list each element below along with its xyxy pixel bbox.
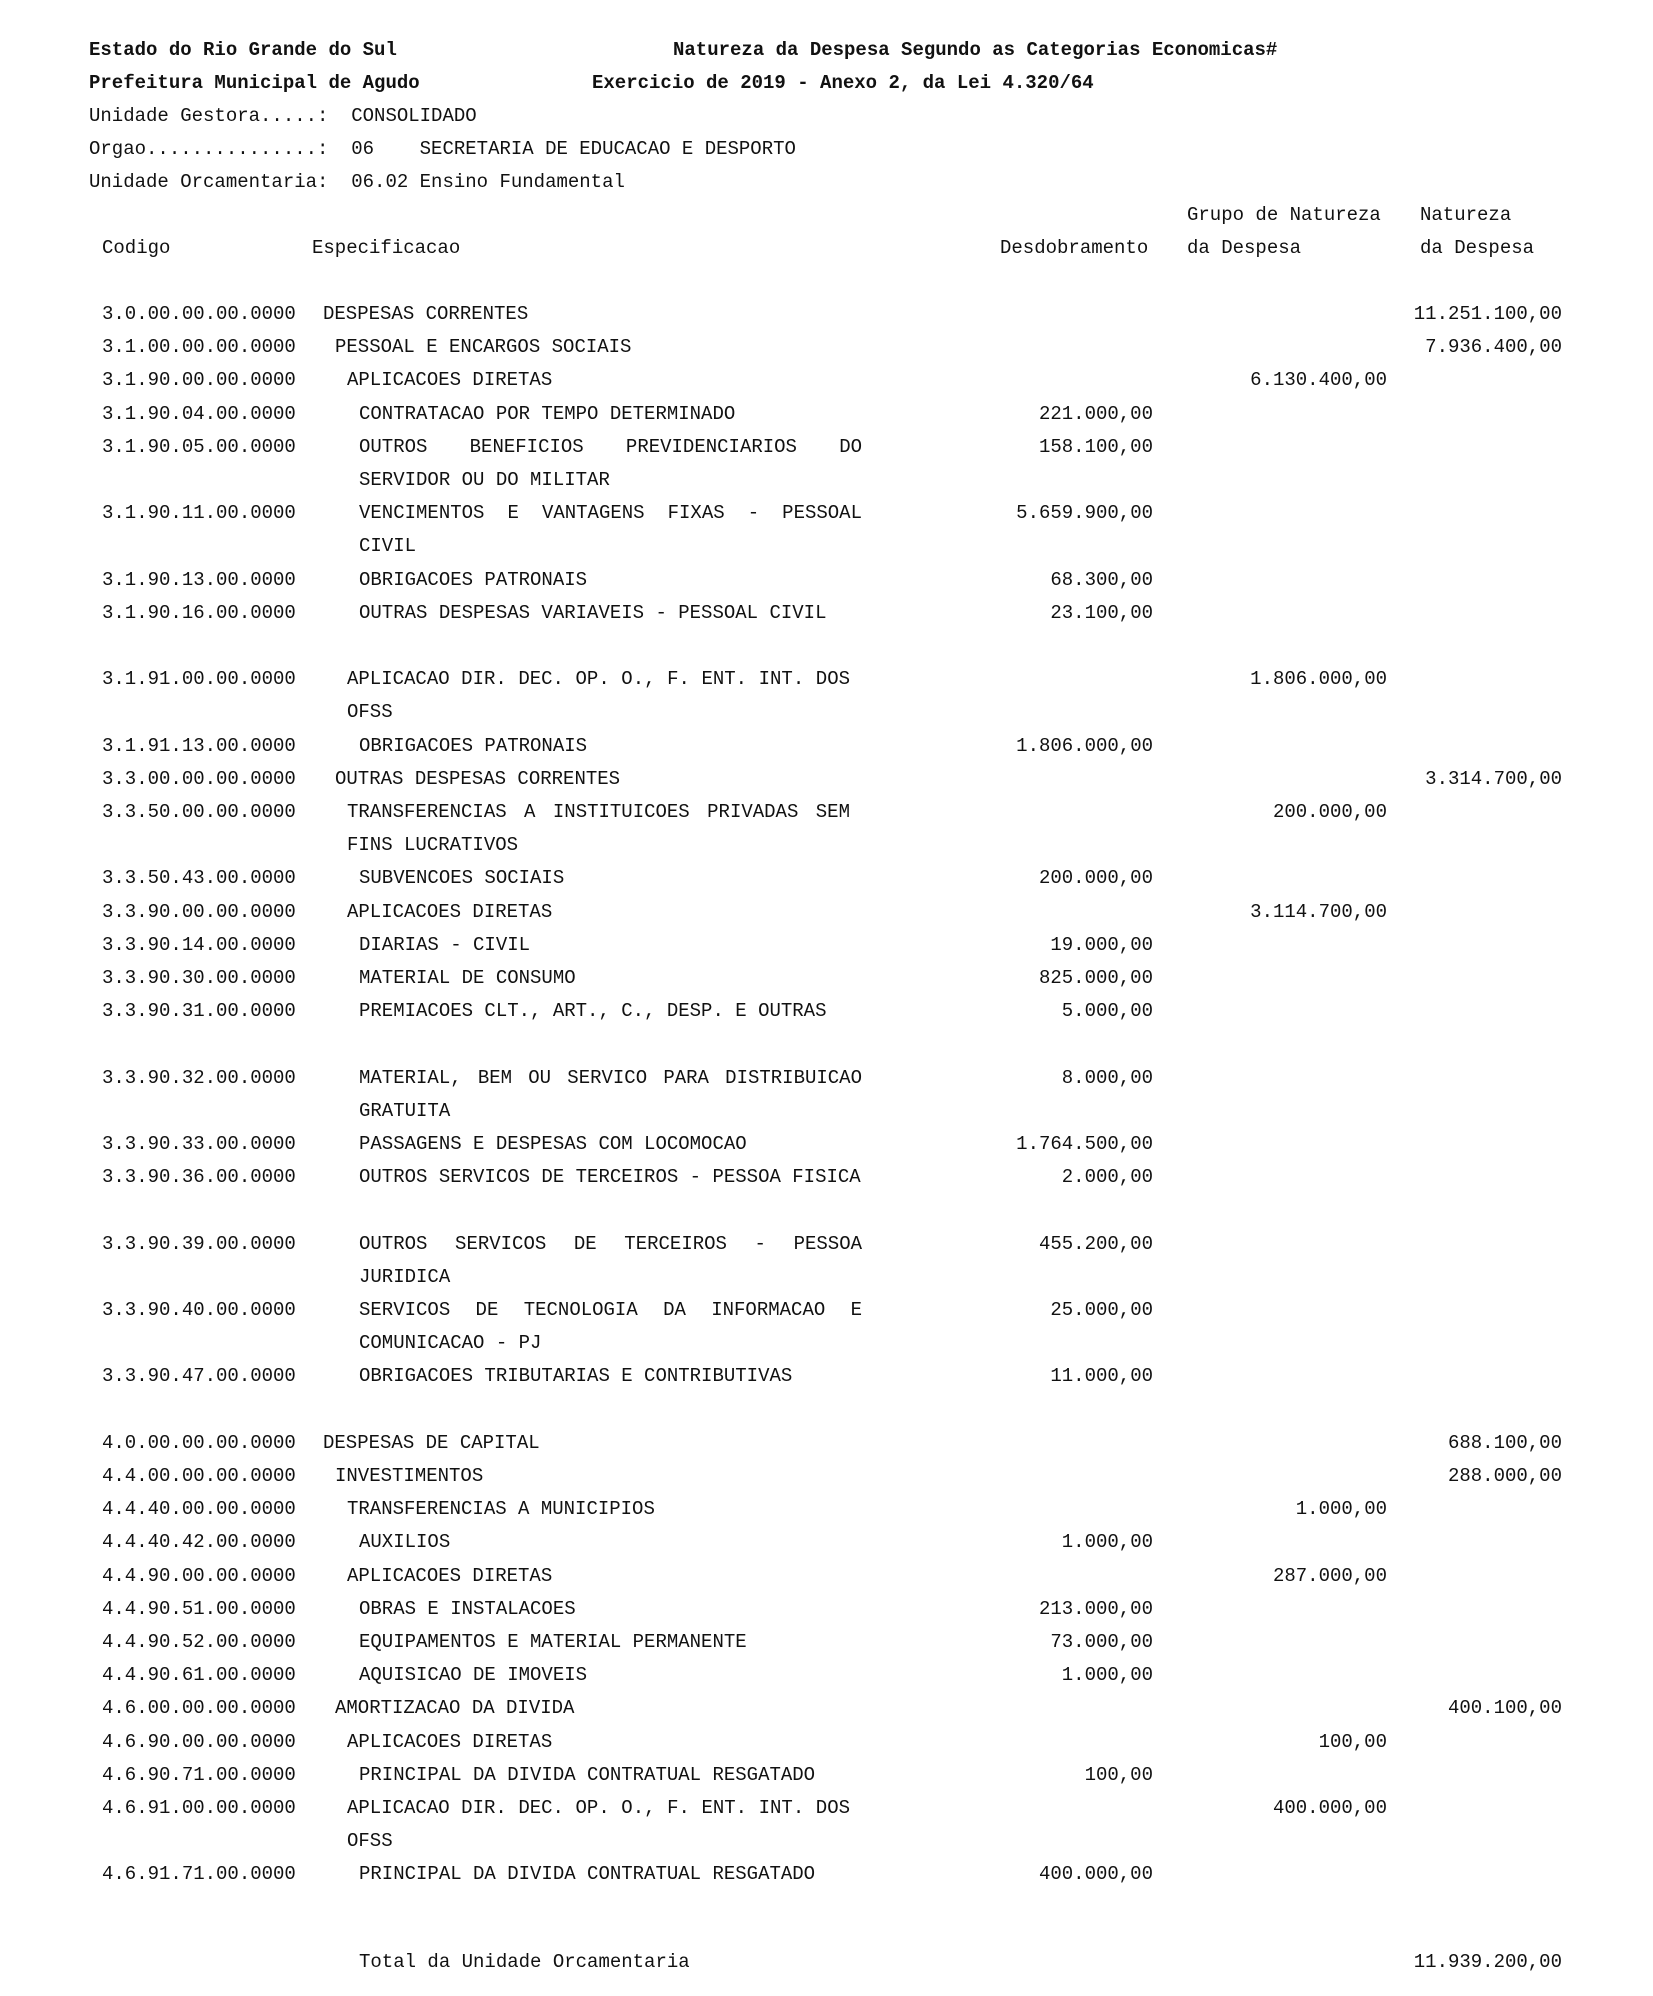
row-grupo: 200.000,00 bbox=[1272, 801, 1387, 823]
row-code: 4.0.00.00.00.0000 bbox=[102, 1431, 296, 1454]
unidade-orcamentaria: Unidade Orcamentaria: 06.02 Ensino Fundamental bbox=[89, 171, 625, 193]
row-description: TRANSFERENCIAS A INSTITUICOES PRIVADAS SEM FINS LUCRATIVOS bbox=[347, 801, 850, 856]
row-code: 3.1.90.16.00.0000 bbox=[102, 601, 296, 624]
row-desdobramento: 200.000,00 bbox=[1038, 867, 1153, 890]
row-code: 3.3.90.14.00.0000 bbox=[102, 933, 296, 956]
row-description: PREMIACOES CLT., ART., C., DESP. E OUTRAS bbox=[359, 1000, 827, 1023]
row-desdobramento: 25.000,00 bbox=[1050, 1299, 1153, 1321]
row-code: 4.4.40.00.00.0000 bbox=[102, 1498, 296, 1521]
row-desdobramento: 5.659.900,00 bbox=[1016, 502, 1153, 525]
row-code: 3.3.90.39.00.0000 bbox=[102, 1232, 296, 1255]
row-description: APLICACOES DIRETAS bbox=[347, 1730, 553, 1753]
row-description: APLICACAO DIR. DEC. OP. O., F. ENT. INT. DOS OFSS bbox=[347, 668, 850, 724]
row-desdobramento: 100,00 bbox=[1084, 1763, 1153, 1786]
total-label: Total da Unidade Orcamentaria bbox=[359, 1951, 690, 1973]
row-natureza: 288.000,00 bbox=[1447, 1465, 1562, 1487]
row-description: PASSAGENS E DESPESAS COM LOCOMOCAO bbox=[359, 1133, 747, 1155]
row-code: 3.3.90.31.00.0000 bbox=[102, 1000, 296, 1023]
municipality-name: Prefeitura Municipal de Agudo bbox=[89, 72, 420, 94]
row-description: SUBVENCOES SOCIAIS bbox=[359, 867, 565, 890]
row-description: INVESTIMENTOS bbox=[335, 1465, 484, 1487]
row-desdobramento: 19.000,00 bbox=[1050, 933, 1153, 956]
row-grupo: 400.000,00 bbox=[1272, 1797, 1387, 1819]
row-code: 4.4.90.61.00.0000 bbox=[102, 1664, 296, 1687]
row-natureza: 3.314.700,00 bbox=[1425, 767, 1562, 790]
report-subtitle: Exercicio de 2019 - Anexo 2, da Lei 4.320/64 bbox=[592, 72, 1094, 94]
row-description: VENCIMENTOS E VANTAGENS FIXAS - PESSOAL CIVIL bbox=[359, 502, 862, 558]
row-description: AQUISICAO DE IMOVEIS bbox=[359, 1664, 588, 1687]
column-header-especificacao: Especificacao bbox=[312, 237, 461, 259]
row-description: OUTROS SERVICOS DE TERCEIROS - PESSOA JURIDICA bbox=[359, 1232, 862, 1288]
row-desdobramento: 2.000,00 bbox=[1061, 1166, 1153, 1189]
row-desdobramento: 158.100,00 bbox=[1038, 435, 1153, 458]
row-description: OUTROS SERVICOS DE TERCEIROS - PESSOA FISICA bbox=[359, 1166, 861, 1189]
row-description: OBRIGACOES TRIBUTARIAS E CONTRIBUTIVAS bbox=[359, 1365, 793, 1388]
row-code: 3.1.00.00.00.0000 bbox=[102, 336, 296, 359]
column-header-codigo: Codigo bbox=[102, 237, 171, 259]
row-desdobramento: 5.000,00 bbox=[1061, 1000, 1153, 1023]
row-code: 3.3.00.00.00.0000 bbox=[102, 767, 296, 790]
row-desdobramento: 1.000,00 bbox=[1061, 1664, 1153, 1687]
row-description: PESSOAL E ENCARGOS SOCIAIS bbox=[335, 336, 632, 359]
row-grupo: 1.000,00 bbox=[1295, 1498, 1387, 1521]
row-desdobramento: 23.100,00 bbox=[1050, 601, 1153, 624]
orgao: Orgao...............: 06 SECRETARIA DE EDUCACAO E DESPORTO bbox=[89, 138, 796, 160]
row-description: OBRIGACOES PATRONAIS bbox=[359, 734, 588, 757]
row-description: PRINCIPAL DA DIVIDA CONTRATUAL RESGATADO bbox=[359, 1863, 816, 1886]
unidade-gestora: Unidade Gestora.....: CONSOLIDADO bbox=[89, 105, 477, 127]
row-code: 3.1.90.00.00.0000 bbox=[102, 369, 296, 392]
row-description: SERVICOS DE TECNOLOGIA DA INFORMACAO E COMUNICACAO - PJ bbox=[359, 1299, 862, 1354]
row-code: 3.3.50.43.00.0000 bbox=[102, 867, 296, 890]
row-description: APLICACOES DIRETAS bbox=[347, 900, 553, 923]
row-code: 3.3.90.00.00.0000 bbox=[102, 900, 296, 923]
row-desdobramento: 68.300,00 bbox=[1050, 568, 1153, 591]
row-description: OBRIGACOES PATRONAIS bbox=[359, 568, 588, 591]
row-desdobramento: 8.000,00 bbox=[1061, 1066, 1153, 1089]
row-code: 3.0.00.00.00.0000 bbox=[102, 303, 296, 325]
row-description: APLICACOES DIRETAS bbox=[347, 1564, 553, 1587]
column-header-natureza-line2: da Despesa bbox=[1420, 237, 1535, 259]
row-grupo: 6.130.400,00 bbox=[1250, 369, 1387, 392]
row-code: 4.6.91.00.00.0000 bbox=[102, 1797, 296, 1819]
row-code: 3.3.50.00.00.0000 bbox=[102, 801, 296, 823]
state-name: Estado do Rio Grande do Sul bbox=[89, 39, 397, 61]
row-description: MATERIAL DE CONSUMO bbox=[359, 967, 576, 989]
row-description: AMORTIZACAO DA DIVIDA bbox=[335, 1697, 575, 1720]
row-description: MATERIAL, BEM OU SERVICO PARA DISTRIBUICAO GRATUITA bbox=[359, 1066, 862, 1122]
row-desdobramento: 1.000,00 bbox=[1061, 1531, 1153, 1554]
row-desdobramento: 221.000,00 bbox=[1038, 402, 1153, 425]
row-description: OUTROS BENEFICIOS PREVIDENCIARIOS DO SERVIDOR OU DO MILITAR bbox=[359, 435, 862, 491]
row-code: 4.6.91.71.00.0000 bbox=[102, 1863, 296, 1886]
row-description: APLICACOES DIRETAS bbox=[347, 369, 553, 392]
column-header-desdobramento: Desdobramento bbox=[1000, 237, 1149, 259]
row-desdobramento: 73.000,00 bbox=[1050, 1631, 1153, 1653]
row-desdobramento: 400.000,00 bbox=[1038, 1863, 1153, 1886]
row-code: 3.1.90.11.00.0000 bbox=[102, 502, 296, 525]
row-desdobramento: 1.764.500,00 bbox=[1016, 1133, 1153, 1155]
row-description: OUTRAS DESPESAS VARIAVEIS - PESSOAL CIVIL bbox=[359, 601, 827, 624]
row-code: 3.1.91.13.00.0000 bbox=[102, 734, 296, 757]
row-description: APLICACAO DIR. DEC. OP. O., F. ENT. INT. DOS OFSS bbox=[347, 1797, 850, 1852]
row-description: TRANSFERENCIAS A MUNICIPIOS bbox=[347, 1498, 655, 1521]
row-description: AUXILIOS bbox=[359, 1531, 451, 1554]
row-code: 4.6.90.00.00.0000 bbox=[102, 1730, 296, 1753]
row-code: 3.3.90.47.00.0000 bbox=[102, 1365, 296, 1388]
column-header-natureza-line1: Natureza bbox=[1420, 204, 1512, 226]
row-natureza: 7.936.400,00 bbox=[1425, 336, 1562, 359]
column-header-grupo-line1: Grupo de Natureza bbox=[1187, 204, 1381, 226]
row-natureza: 400.100,00 bbox=[1447, 1697, 1562, 1720]
row-code: 3.1.90.04.00.0000 bbox=[102, 402, 296, 425]
row-code: 4.4.90.51.00.0000 bbox=[102, 1597, 296, 1620]
row-description: CONTRATACAO POR TEMPO DETERMINADO bbox=[359, 402, 736, 425]
row-code: 4.6.00.00.00.0000 bbox=[102, 1697, 296, 1720]
row-code: 4.4.00.00.00.0000 bbox=[102, 1465, 296, 1487]
row-code: 3.3.90.40.00.0000 bbox=[102, 1299, 296, 1321]
row-code: 4.4.40.42.00.0000 bbox=[102, 1531, 296, 1554]
row-code: 3.3.90.32.00.0000 bbox=[102, 1066, 296, 1089]
row-code: 3.3.90.36.00.0000 bbox=[102, 1166, 296, 1189]
row-description: DESPESAS CORRENTES bbox=[323, 303, 529, 325]
row-code: 4.4.90.00.00.0000 bbox=[102, 1564, 296, 1587]
row-code: 4.4.90.52.00.0000 bbox=[102, 1631, 296, 1653]
row-description: PRINCIPAL DA DIVIDA CONTRATUAL RESGATADO bbox=[359, 1763, 816, 1786]
row-description: EQUIPAMENTOS E MATERIAL PERMANENTE bbox=[359, 1631, 747, 1653]
row-description: DESPESAS DE CAPITAL bbox=[323, 1431, 540, 1454]
row-desdobramento: 455.200,00 bbox=[1038, 1232, 1153, 1255]
report-title: Natureza da Despesa Segundo as Categorias Economicas# bbox=[673, 39, 1278, 61]
row-code: 3.1.91.00.00.0000 bbox=[102, 668, 296, 691]
row-description: OUTRAS DESPESAS CORRENTES bbox=[335, 767, 621, 790]
row-code: 3.3.90.30.00.0000 bbox=[102, 967, 296, 989]
row-code: 3.1.90.05.00.0000 bbox=[102, 435, 296, 458]
row-natureza: 688.100,00 bbox=[1447, 1431, 1562, 1454]
row-code: 3.3.90.33.00.0000 bbox=[102, 1133, 296, 1155]
row-desdobramento: 1.806.000,00 bbox=[1016, 734, 1153, 757]
row-desdobramento: 213.000,00 bbox=[1038, 1597, 1153, 1620]
row-grupo: 287.000,00 bbox=[1272, 1564, 1387, 1587]
row-description: DIARIAS - CIVIL bbox=[359, 933, 531, 956]
row-grupo: 1.806.000,00 bbox=[1250, 668, 1387, 691]
column-header-grupo-line2: da Despesa bbox=[1187, 237, 1302, 259]
row-desdobramento: 11.000,00 bbox=[1050, 1365, 1153, 1388]
row-desdobramento: 825.000,00 bbox=[1038, 967, 1153, 989]
row-description: OBRAS E INSTALACOES bbox=[359, 1597, 576, 1620]
row-natureza: 11.251.100,00 bbox=[1413, 303, 1562, 325]
row-code: 3.1.90.13.00.0000 bbox=[102, 568, 296, 591]
row-grupo: 3.114.700,00 bbox=[1250, 900, 1387, 923]
row-code: 4.6.90.71.00.0000 bbox=[102, 1763, 296, 1786]
row-grupo: 100,00 bbox=[1318, 1730, 1387, 1753]
total-value: 11.939.200,00 bbox=[1413, 1951, 1562, 1973]
